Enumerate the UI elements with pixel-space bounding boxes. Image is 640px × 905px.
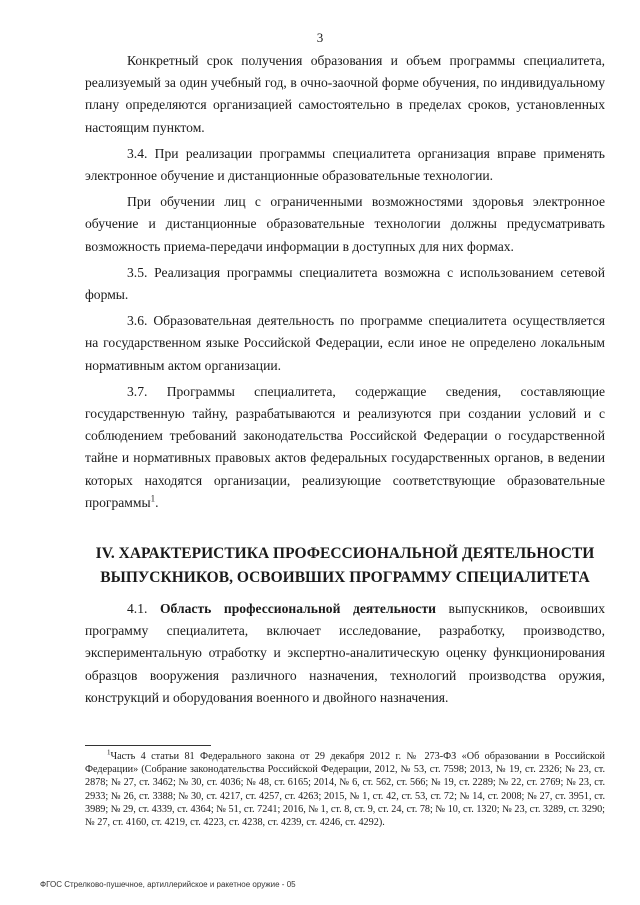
paragraph-3-5: 3.5. Реализация программы специалитета возможна с использованием сетевой формы.	[85, 264, 605, 303]
footnote-text: Часть 4 статьи 81 Федерального закона от 29 декабря 2012 г. № 273-ФЗ «Об образовании в Российской Федерации» (Собрание законодательства Российской Федерации, 2012, № 53, ст. 7598; 2013, № 19, ст. 2326; № 23, ст. 2878; № 27, ст. 3462; № 30, ст. 4036; № 48, ст. 6165; 2014, № 6, ст. 562, ст. 566; № 19, ст. 2289; № 22, ст. 2769; № 23, ст. 2933; № 26, ст. 3388; № 30, ст. 4217, ст. 4257, ст. 4263; 2015, № 1, ст. 42, ст. 53, ст. 72; № 14, ст. 2008; № 27, ст. 3951, ст. 3989; № 29, ст. 4339, ст. 4364; № 51, ст. 7241; 2016, № 1, ст. 8, ст. 9, ст. 24, ст. 78; № 10, ст. 1320; № 23, ст. 3289, ст. 3290; № 27, ст. 4160, ст. 4219, ст. 4223, ст. 4238, ст. 4239, ст. 4246, ст. 4292).	[85, 751, 605, 829]
paragraph-4-1	[85, 598, 605, 709]
page-number: 3	[316, 30, 324, 45]
document-body	[85, 50, 605, 713]
paragraph-4-1-number: 4.1.	[127, 601, 148, 617]
paragraph-3-4: 3.4. При реализации программы специалитета организация вправе применять электронное обучение и дистанционные образовательные технологии.	[85, 145, 605, 184]
footnote	[85, 750, 605, 829]
page-footer: ФГОС Стрелково-пушечное, артиллерийское и ракетное оружие - 05	[40, 880, 296, 889]
footnote-divider	[85, 745, 211, 746]
paragraph-3-7-text: 3.7. Программы специалитета, содержащие сведения, составляющие государственную тайну, разрабатываются и реализуются при создании условий и с соблюдением требований законодательства Российской Федерации о государственной тайне и нормативных правовых актов федеральных государственных органов, в ведении которых находятся организации, реализующие соответствующие образовательные программы	[85, 383, 605, 510]
paragraph-4-1-text: выпускников, освоивших программу специалитета, включает исследование, разработку, производство, экспериментальную отработку и экспертно-аналитическую оценку функционирования образцов вооружения различного назначения, технологий производства оружия, конструкций и оборудования военного и двойного назначения.	[85, 601, 605, 705]
section-heading-line-1: IV. ХАРАКТЕРИСТИКА ПРОФЕССИОНАЛЬНОЙ ДЕЯТЕЛЬНОСТИ	[95, 545, 595, 563]
section-heading-line-2: ВЫПУСКНИКОВ, ОСВОИВШИХ ПРОГРАММУ СПЕЦИАЛИТЕТА	[100, 569, 590, 587]
paragraph-study-duration: Конкретный срок получения образования и объем программы специалитета, реализуемый за один учебный год, в очно-заочной форме обучения, по индивидуальному плану определяются организацией самостоятельно в пределах сроков, установленных настоящим пунктом.	[85, 53, 605, 135]
section-heading	[85, 542, 605, 590]
footnote-mark: 1	[107, 748, 111, 757]
paragraph-3-7-end: .	[155, 494, 159, 510]
footnote-reference[interactable]: 1	[150, 493, 156, 504]
paragraph-3-6: 3.6. Образовательная деятельность по программе специалитета осуществляется на государственном языке Российской Федерации, если иное не определено локальным нормативным актом организации.	[85, 313, 605, 373]
paragraph-disabilities: При обучении лиц с ограниченными возможностями здоровья электронное обучение и дистанционные образовательные технологии должны предусматривать возможность приема-передачи информации в доступных для них формах.	[85, 194, 605, 254]
paragraph-4-1-term: Область профессиональной деятельности	[159, 601, 436, 617]
paragraph-3-7	[85, 381, 605, 514]
